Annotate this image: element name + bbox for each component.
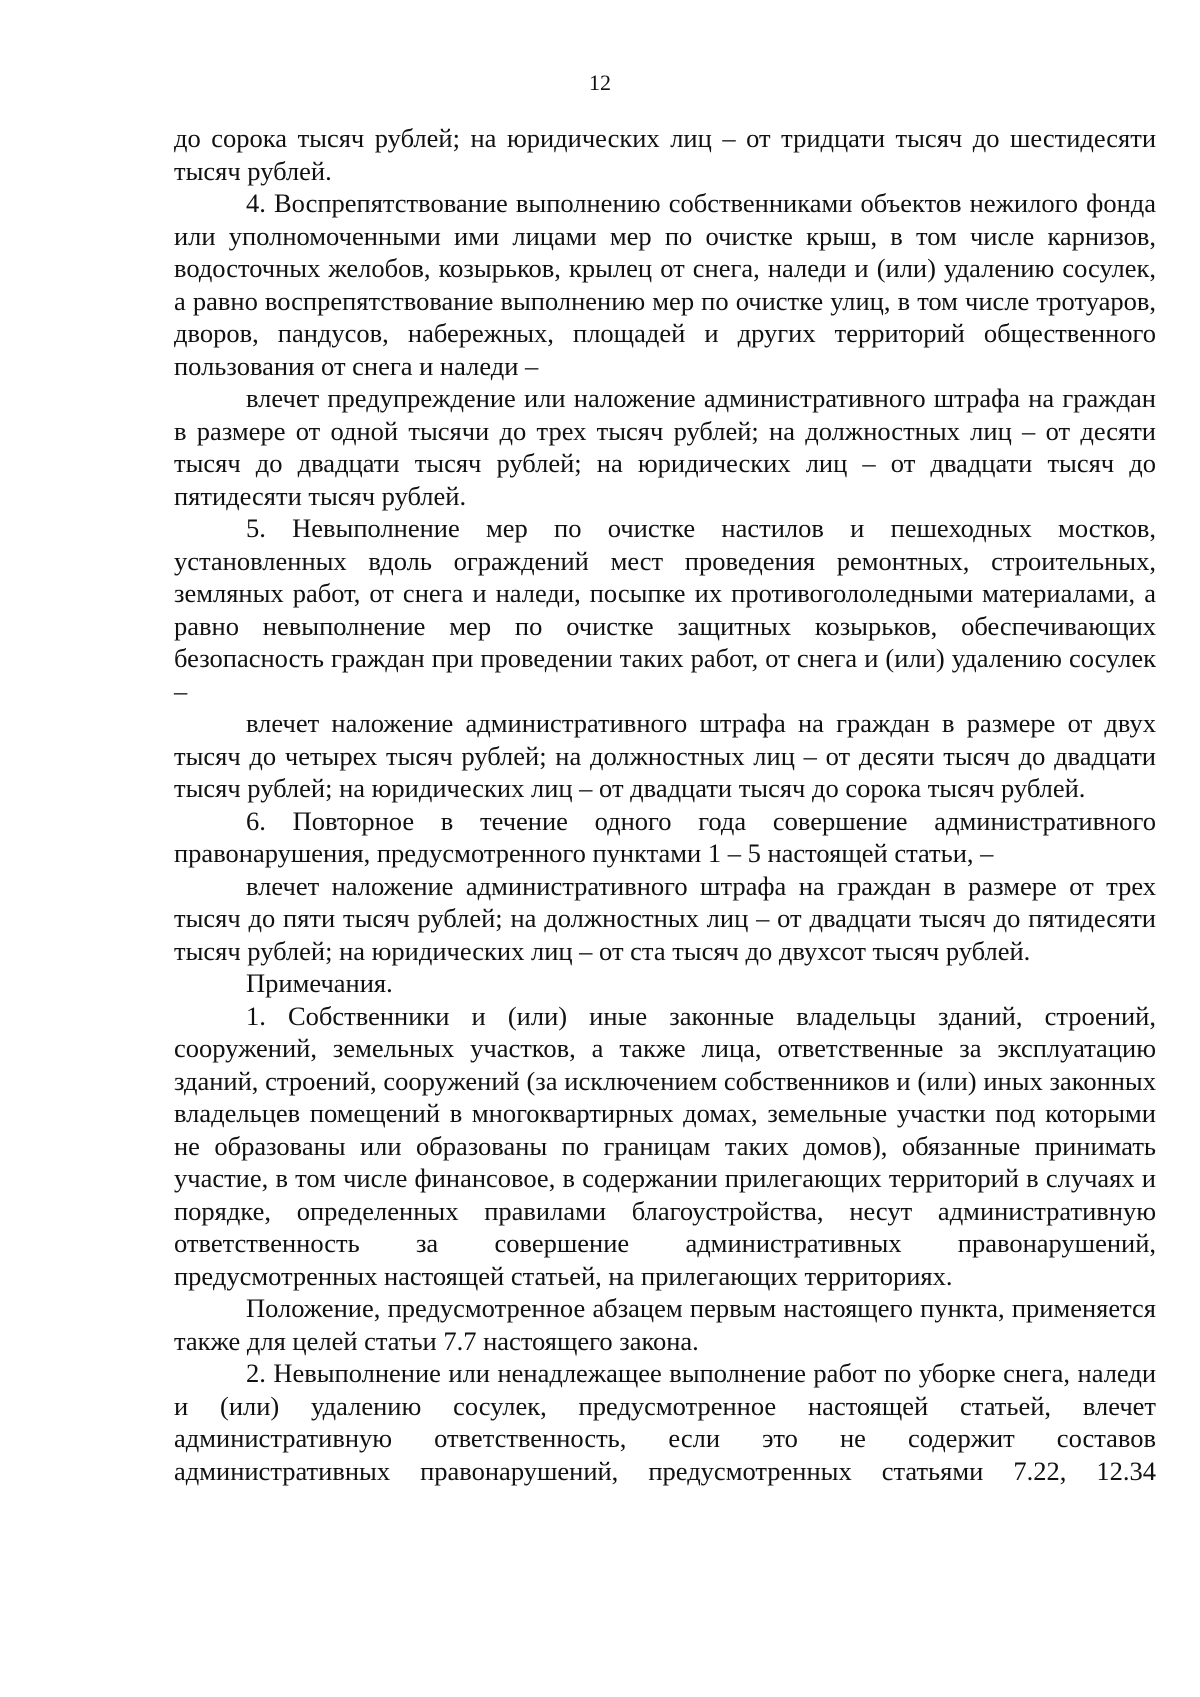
paragraph-item-4-penalty: влечет предупреждение или наложение административного штрафа на граждан в размере от одной тысячи до трех тысяч рублей; на должностных лиц – от десяти тысяч до двадцати тысяч рублей; на юридических лиц – от двадцати тысяч до пятидесяти тысяч рублей. xyxy=(174,383,1156,511)
paragraph-item-6-penalty: влечет наложение административного штрафа на граждан в размере от трех тысяч до пяти тысяч рублей; на должностных лиц – от двадцати тысяч до пятидесяти тысяч рублей; на юридических лиц – от ста тысяч до двухсот тысяч рублей. xyxy=(174,870,1156,966)
paragraph-item-4: 4. Воспрепятствование выполнению собственниками объектов нежилого фонда или уполномоченными ими лицами мер по очистке крыш, в том числе карнизов, водосточных желобов, козырьков, крылец от снега, наледи и (или) удалению сосулек, а равно воспрепятствование выполнению мер по очистке улиц, в том числе тротуаров, дворов, пандусов, набережных, площадей и других территорий общественного пользования от снега и наледи – xyxy=(174,188,1156,381)
paragraph-note-1: 1. Собственники и (или) иные законные владельцы зданий, строений, сооружений, земельных участков, а также лица, ответственные за эксплуатацию зданий, строений, сооружений (за исключением собственников и (или) иных законных владельцев помещений в многоквартирных домах, земельные участки под которыми не образованы или образованы по границам таких домов), обязанные принимать участие, в том числе финансовое, в содержании прилегающих территорий в случаях и порядке, определенных правилами благоустройства, несут административную ответственность за совершение административных правонарушений, предусмотренных настоящей статьей, на прилегающих территориях. xyxy=(174,1000,1156,1291)
document-body xyxy=(174,122,1156,1487)
paragraph-item-5-penalty: влечет наложение административного штрафа на граждан в размере от двух тысяч до четырех тысяч рублей; на должностных лиц – от десяти тысяч до двадцати тысяч рублей; на юридических лиц – от двадцати тысяч до сорока тысяч рублей. xyxy=(174,708,1156,803)
page-number: 12 xyxy=(589,70,611,95)
paragraph-item-5: 5. Невыполнение мер по очистке настилов и пешеходных мостков, установленных вдоль ограждений мест проведения ремонтных, строительных, земляных работ, от снега и наледи, посыпке их противогололедными материалами, а равно невыполнение мер по очистке защитных козырьков, обеспечивающих безопасность граждан при проведении таких работ, от снега и (или) удалению сосулек – xyxy=(174,513,1156,706)
notes-heading: Примечания. xyxy=(246,968,393,998)
paragraph-item-6: 6. Повторное в течение одного года совершение административного правонарушения, предусмотренного пунктами 1 – 5 настоящей статьи, – xyxy=(174,805,1156,868)
paragraph-note-1-provision: Положение, предусмотренное абзацем первым настоящего пункта, применяется также для целей статьи 7.7 настоящего закона. xyxy=(174,1293,1156,1356)
paragraph-note-2: 2. Невыполнение или ненадлежащее выполнение работ по уборке снега, наледи и (или) удалению сосулек, предусмотренное настоящей статьей, влечет административную ответственность, если это не содержит составов административных правонарушений, предусмотренных статьями 7.22, 12.34 xyxy=(174,1358,1156,1486)
paragraph-fine-continuation: до сорока тысяч рублей; на юридических лиц – от тридцати тысяч до шестидесяти тысяч рублей. xyxy=(174,123,1156,186)
